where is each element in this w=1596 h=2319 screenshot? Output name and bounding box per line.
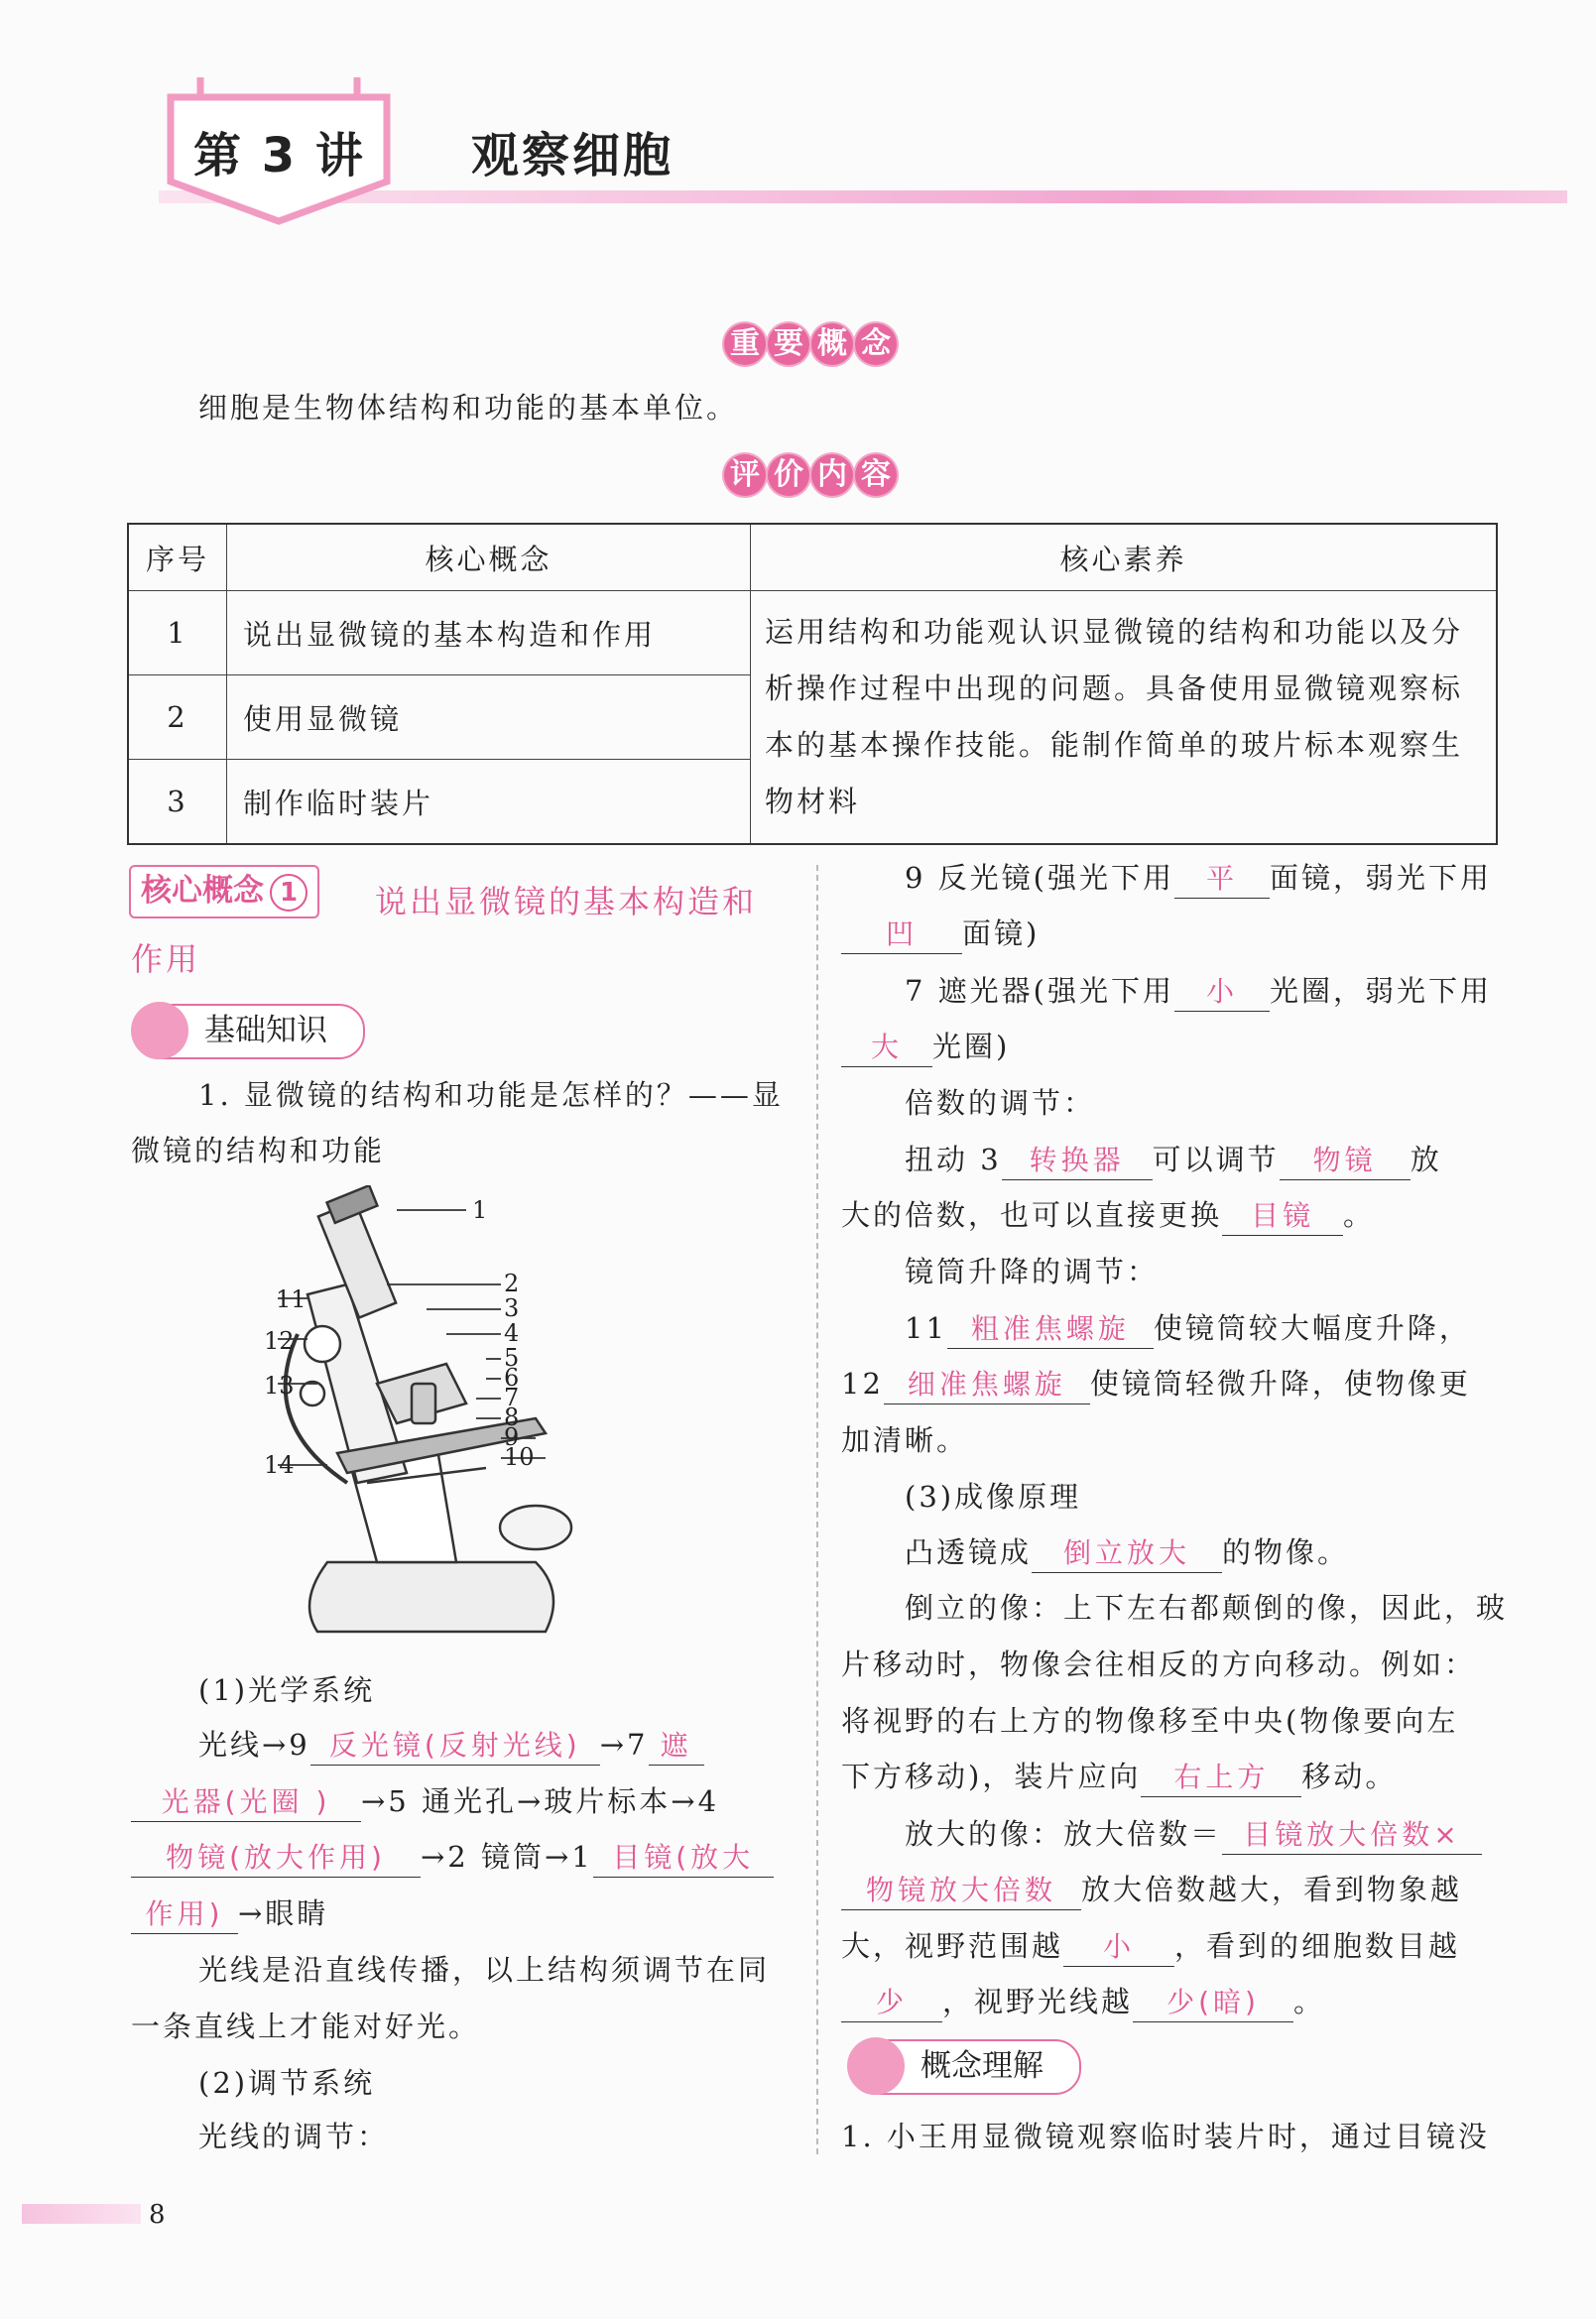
text: 12 xyxy=(841,1367,884,1401)
text: 面镜) xyxy=(962,916,1041,950)
diagram-label: 8 xyxy=(504,1404,520,1431)
diagram-label: 2 xyxy=(504,1270,520,1297)
row-concept: 说出显微镜的基本构造和作用 xyxy=(227,591,751,675)
right-line xyxy=(905,1533,1349,1573)
answer: 物镜放大倍数 xyxy=(841,1872,1081,1910)
important-concept-heading xyxy=(724,323,899,365)
lesson-number: 第 3 讲 xyxy=(193,128,365,183)
heading-char: 容 xyxy=(855,454,897,496)
heading-char: 价 xyxy=(768,454,809,496)
heading-char: 要 xyxy=(768,323,809,365)
optical-path-line xyxy=(131,1894,328,1934)
basic-knowledge-pill xyxy=(133,1004,365,1059)
right-line xyxy=(841,1983,1325,2022)
optical-heading: (1)光学系统 xyxy=(198,1673,376,1707)
answer: 右上方 xyxy=(1141,1759,1301,1797)
optical-path-line xyxy=(131,1782,719,1822)
text: 放 xyxy=(1410,1143,1442,1176)
column-divider xyxy=(816,865,818,2154)
text: 面镜，弱光下用 xyxy=(1269,861,1492,895)
page-title: 观察细胞 xyxy=(471,128,675,183)
text: 扭动 3 xyxy=(905,1143,1002,1176)
heading-char: 重 xyxy=(724,323,766,365)
pill-label: 基础知识 xyxy=(204,1013,327,1048)
answer: 遮 xyxy=(649,1727,704,1766)
answer: 少(暗) xyxy=(1133,1984,1293,2022)
diagram-label: 12 xyxy=(264,1327,295,1355)
right-line: 片移动时，物像会往相反的方向移动。例如： xyxy=(841,1648,1477,1681)
col-header: 核心素养 xyxy=(751,524,1498,591)
heading-char: 内 xyxy=(811,454,853,496)
text: 光线→9 xyxy=(198,1728,310,1762)
answer: 大 xyxy=(841,1029,932,1067)
right-line: 镜筒升降的调节： xyxy=(905,1255,1160,1288)
diagram-label: 5 xyxy=(504,1344,520,1372)
heading-char: 念 xyxy=(855,323,897,365)
evaluation-table xyxy=(127,523,1498,845)
answer: 光器(光圈 ) xyxy=(131,1783,361,1822)
answer: 目镜(放大 xyxy=(593,1839,774,1878)
text: 的物像。 xyxy=(1222,1535,1350,1569)
row-num: 1 xyxy=(128,591,227,675)
right-line xyxy=(841,1927,1460,1967)
evaluation-heading xyxy=(724,454,899,496)
right-line: 倒立的像：上下左右都颠倒的像，因此，玻 xyxy=(905,1591,1509,1625)
answer: 转换器 xyxy=(1002,1142,1153,1180)
right-line xyxy=(841,1028,1010,1067)
diagram-label: 7 xyxy=(504,1384,520,1411)
answer: 物镜(放大作用) xyxy=(131,1839,421,1878)
question-line: 1. 小王用显微镜观察临时装片时，通过目镜没 xyxy=(841,2120,1490,2153)
diagram-label: 4 xyxy=(504,1319,520,1347)
text: 11 xyxy=(905,1311,947,1345)
text: 光圈，弱光下用 xyxy=(1269,974,1492,1008)
answer: 倒立放大 xyxy=(1032,1534,1222,1573)
diagram-label: 6 xyxy=(504,1364,520,1392)
right-line: 将视野的右上方的物像移至中央(物像要向左 xyxy=(841,1704,1459,1738)
text: 。 xyxy=(1343,1198,1376,1232)
diagram-label: 10 xyxy=(504,1443,535,1471)
right-line xyxy=(841,915,1040,954)
core-literacy: 运用结构和功能观认识显微镜的结构和功能以及分析操作过程中出现的问题。具备使用显微镜观察标本的基本操作技能。能制作简单的玻片标本观察生物材料 xyxy=(751,591,1498,845)
optical-path-line xyxy=(198,1726,704,1766)
core-label-text: 核心概念 xyxy=(141,873,264,909)
text: 使镜筒较大幅度升降， xyxy=(1153,1311,1471,1345)
text: ，看到的细胞数目越 xyxy=(1174,1929,1461,1963)
right-line xyxy=(841,1758,1397,1797)
text: 光圈) xyxy=(932,1030,1011,1063)
text: 使镜筒轻微升降，使物像更 xyxy=(1089,1367,1471,1401)
table-header-row xyxy=(128,524,1497,591)
question-line: 1. 显微镜的结构和功能是怎样的？——显 xyxy=(198,1078,784,1112)
pill-label: 概念理解 xyxy=(921,2048,1044,2084)
answer: 细准焦螺旋 xyxy=(884,1366,1090,1404)
text: 。 xyxy=(1293,1985,1326,2018)
core-concept-label xyxy=(129,865,319,918)
text: 下方移动)，装片应向 xyxy=(841,1760,1142,1793)
text: →眼睛 xyxy=(238,1896,329,1930)
diagram-label: 1 xyxy=(472,1196,488,1224)
text: 大，视野范围越 xyxy=(841,1929,1064,1963)
right-line xyxy=(905,1815,1482,1855)
col-header: 核心概念 xyxy=(227,524,751,591)
answer: 小 xyxy=(1174,973,1270,1012)
text: 可以调节 xyxy=(1152,1143,1280,1176)
answer: 作用) xyxy=(131,1895,238,1934)
text: ，视野光线越 xyxy=(942,1985,1134,2018)
answer: 反光镜(反射光线) xyxy=(310,1727,600,1766)
row-num: 2 xyxy=(128,675,227,760)
text: 凸透镜成 xyxy=(905,1535,1033,1569)
flask-icon xyxy=(847,2037,905,2095)
right-line xyxy=(905,859,1492,899)
heading-char: 概 xyxy=(811,323,853,365)
right-line: (3)成像原理 xyxy=(905,1480,1082,1514)
optical-path-line xyxy=(131,1838,774,1878)
text: 7 遮光器(强光下用 xyxy=(905,974,1174,1008)
text-line: 光线的调节： xyxy=(198,2120,390,2153)
row-num: 3 xyxy=(128,760,227,845)
concept-understanding-pill xyxy=(849,2039,1081,2095)
right-line: 倍数的调节： xyxy=(905,1086,1096,1120)
question-line: 微镜的结构和功能 xyxy=(131,1134,386,1167)
heading-char: 评 xyxy=(724,454,766,496)
core-title-line1: 说出显微镜的基本构造和 xyxy=(375,883,758,920)
answer: 凹 xyxy=(841,915,962,954)
diagram-label: 9 xyxy=(504,1423,520,1451)
diagram-label: 3 xyxy=(504,1294,520,1322)
text-line: 光线是沿直线传播，以上结构须调节在同 xyxy=(198,1953,771,1987)
text: →2 镜筒→1 xyxy=(421,1840,593,1874)
text-line: 一条直线上才能对好光。 xyxy=(131,2010,481,2043)
adjust-heading: (2)调节系统 xyxy=(198,2066,376,2100)
important-concept-text: 细胞是生物体结构和功能的基本单位。 xyxy=(198,391,739,425)
diagram-label: 14 xyxy=(264,1451,295,1479)
right-line xyxy=(905,972,1492,1012)
col-header: 序号 xyxy=(128,524,227,591)
text: →7 xyxy=(599,1728,649,1762)
book-icon xyxy=(131,1002,188,1059)
microscope-diagram xyxy=(238,1185,655,1671)
answer: 物镜 xyxy=(1280,1142,1411,1180)
footer-band xyxy=(22,2204,141,2224)
right-line xyxy=(841,1365,1471,1404)
row-concept: 使用显微镜 xyxy=(227,675,751,760)
diagram-label: 13 xyxy=(264,1372,295,1400)
answer: 平 xyxy=(1174,860,1270,899)
right-line xyxy=(905,1309,1471,1349)
answer: 小 xyxy=(1063,1928,1174,1967)
text: 大的倍数，也可以直接更换 xyxy=(841,1198,1223,1232)
right-line: 加清晰。 xyxy=(841,1423,969,1457)
core-title-line2: 作用 xyxy=(131,940,201,978)
text: 放大的像：放大倍数＝ xyxy=(905,1817,1223,1851)
row-concept: 制作临时装片 xyxy=(227,760,751,845)
answer: 目镜 xyxy=(1222,1197,1343,1236)
answer: 粗准焦螺旋 xyxy=(947,1310,1154,1349)
table-row xyxy=(128,591,1497,675)
right-line xyxy=(841,1196,1375,1236)
answer: 少 xyxy=(841,1984,942,2022)
text: 放大倍数越大，看到物象越 xyxy=(1081,1873,1463,1906)
diagram-label: 11 xyxy=(276,1285,307,1313)
page-number: 8 xyxy=(149,2200,166,2230)
right-line xyxy=(841,1871,1462,1910)
core-number: 1 xyxy=(270,874,307,912)
right-line xyxy=(905,1141,1442,1180)
text: 9 反光镜(强光下用 xyxy=(905,861,1174,895)
answer: 目镜放大倍数× xyxy=(1222,1816,1482,1855)
text: 移动。 xyxy=(1301,1760,1398,1793)
text: →5 通光孔→玻片标本→4 xyxy=(361,1784,720,1818)
